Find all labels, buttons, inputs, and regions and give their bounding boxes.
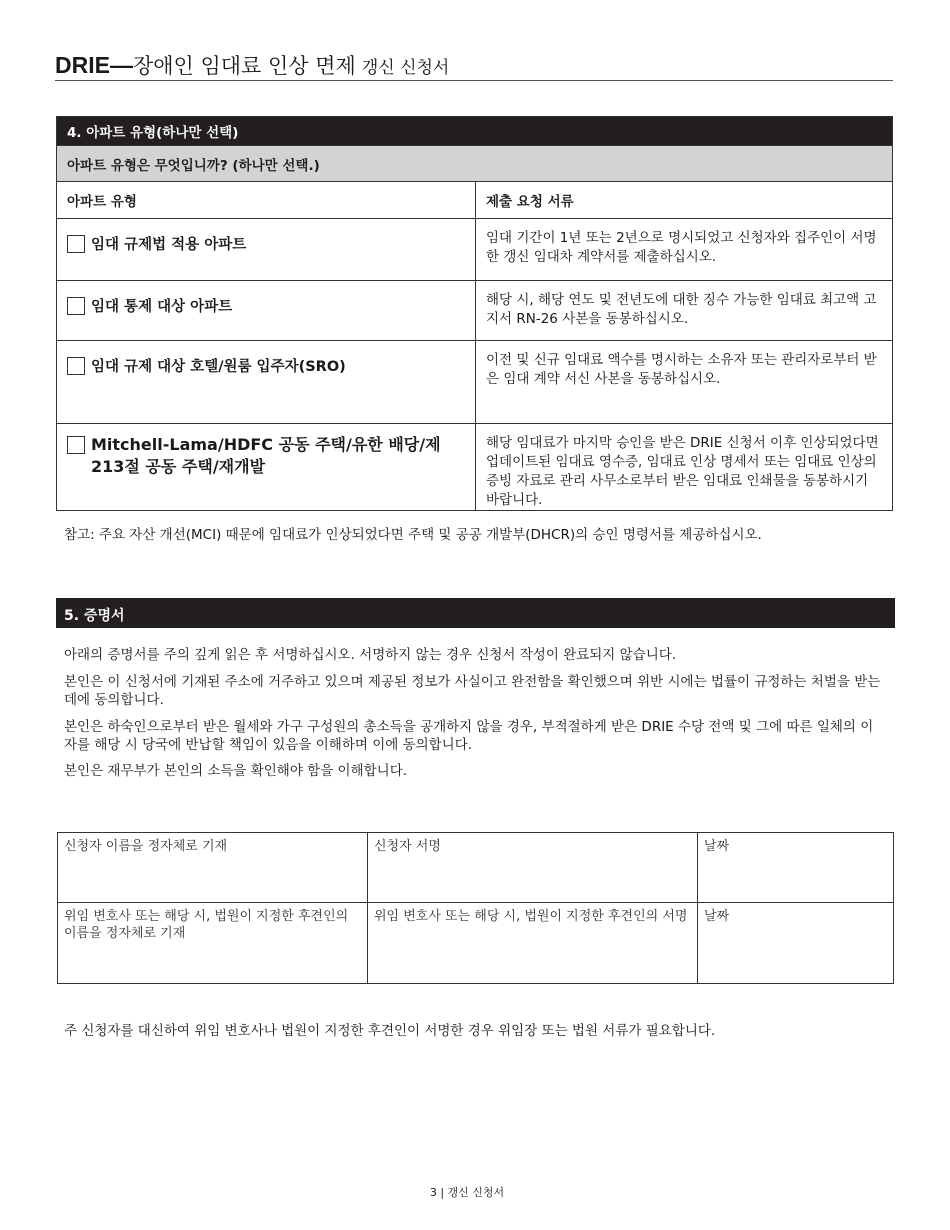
checkbox[interactable] (67, 297, 85, 315)
required-docs: 이전 및 신규 임대료 액수를 명시하는 소유자 또는 관리자로부터 받은 임대 계약 서신 사본을 동봉하십시오. (476, 341, 893, 424)
option-sro[interactable] (57, 341, 476, 424)
page-footer: 3 | 갱신 신청서 (429, 1186, 505, 1199)
table-row (57, 219, 893, 281)
signature-table (57, 832, 894, 984)
column-header-docs: 제출 요청 서류 (476, 182, 893, 219)
option-label: 임대 규제법 적용 아파트 (91, 237, 247, 253)
option-rent-stabilized[interactable] (57, 219, 476, 281)
applicant-signature-field[interactable]: 신청자 서명 (368, 833, 698, 903)
representative-name-field[interactable]: 위임 변호사 또는 해당 시, 법원이 지정한 후견인의 이름을 정자체로 기재 (58, 903, 368, 984)
option-label: 임대 규제 대상 호텔/원룸 입주자(SRO) (91, 359, 346, 375)
certification-paragraph: 본인은 재무부가 본인의 소득을 확인해야 함을 이해합니다. (64, 763, 408, 779)
footnote: 주 신청자를 대신하여 위임 변호사나 법원이 지정한 후견인이 서명한 경우 위임장 또는 법원 서류가 필요합니다. (64, 1023, 716, 1039)
header-divider (55, 80, 893, 81)
apartment-type-table (56, 116, 893, 511)
table-row (57, 281, 893, 341)
section-4-question: 아파트 유형은 무엇입니까? (하나만 선택.) (57, 146, 893, 182)
date-field[interactable]: 날짜 (698, 903, 894, 984)
checkbox[interactable] (67, 357, 85, 375)
applicant-name-field[interactable]: 신청자 이름을 정자체로 기재 (58, 833, 368, 903)
option-mitchell-lama[interactable] (57, 424, 476, 511)
column-header-type: 아파트 유형 (57, 182, 476, 219)
page-title: 장애인 임대료 인상 면제 (132, 54, 356, 78)
certification-paragraph: 본인은 이 신청서에 기재된 주소에 거주하고 있으며 제공된 정보가 사실이고 완전함을 확인했으며 위반 시에는 법률이 규정하는 처벌을 받는 데에 동의합니다. (64, 674, 881, 708)
dash: — (109, 52, 133, 78)
required-docs: 해당 임대료가 마지막 승인을 받은 DRIE 신청서 이후 인상되었다면 업데이트된 임대료 영수증, 임대료 인상 명세서 또는 임대료 인상의 증빙 자료로 관리 사무소로부터 받은 임대료 인쇄물을 동봉하시기 바랍니다. (476, 424, 893, 511)
required-docs: 임대 기간이 1년 또는 2년으로 명시되었고 신청자와 집주인이 서명한 갱신 임대차 계약서를 제출하십시오. (476, 219, 893, 281)
required-docs: 해당 시, 해당 연도 및 전년도에 대한 징수 가능한 임대료 최고액 고지서 RN-26 사본을 동봉하십시오. (476, 281, 893, 341)
table-row (57, 424, 893, 511)
brand: DRIE (55, 52, 110, 78)
representative-signature-field[interactable]: 위임 변호사 또는 해당 시, 법원이 지정한 후견인의 서명 (368, 903, 698, 984)
page-subtitle: 갱신 신청서 (361, 58, 450, 78)
section-5-title: 5. 증명서 (56, 598, 895, 628)
option-label: Mitchell-Lama/HDFC 공동 주택/유한 배당/제213절 공동 주택/재개발 (91, 435, 441, 476)
checkbox[interactable] (67, 436, 85, 454)
date-field[interactable]: 날짜 (698, 833, 894, 903)
certification-paragraph: 본인은 하숙인으로부터 받은 월세와 가구 구성원의 총소득을 공개하지 않을 경우, 부적절하게 받은 DRIE 수당 전액 및 그에 따른 일체의 이자를 해당 시 당국에 반납할 책임이 있음을 이해하며 이에 동의합니다. (64, 719, 874, 753)
certification-paragraph: 아래의 증명서를 주의 깊게 읽은 후 서명하십시오. 서명하지 않는 경우 신청서 작성이 완료되지 않습니다. (64, 647, 677, 663)
section-4-title: 4. 아파트 유형(하나만 선택) (57, 117, 893, 146)
mci-note: 참고: 주요 자산 개선(MCI) 때문에 임대료가 인상되었다면 주택 및 공공 개발부(DHCR)의 승인 명령서를 제공하십시오. (64, 527, 762, 543)
checkbox[interactable] (67, 235, 85, 253)
option-label: 임대 통제 대상 아파트 (91, 299, 233, 315)
page-header (55, 50, 449, 80)
option-rent-controlled[interactable] (57, 281, 476, 341)
table-row (57, 341, 893, 424)
